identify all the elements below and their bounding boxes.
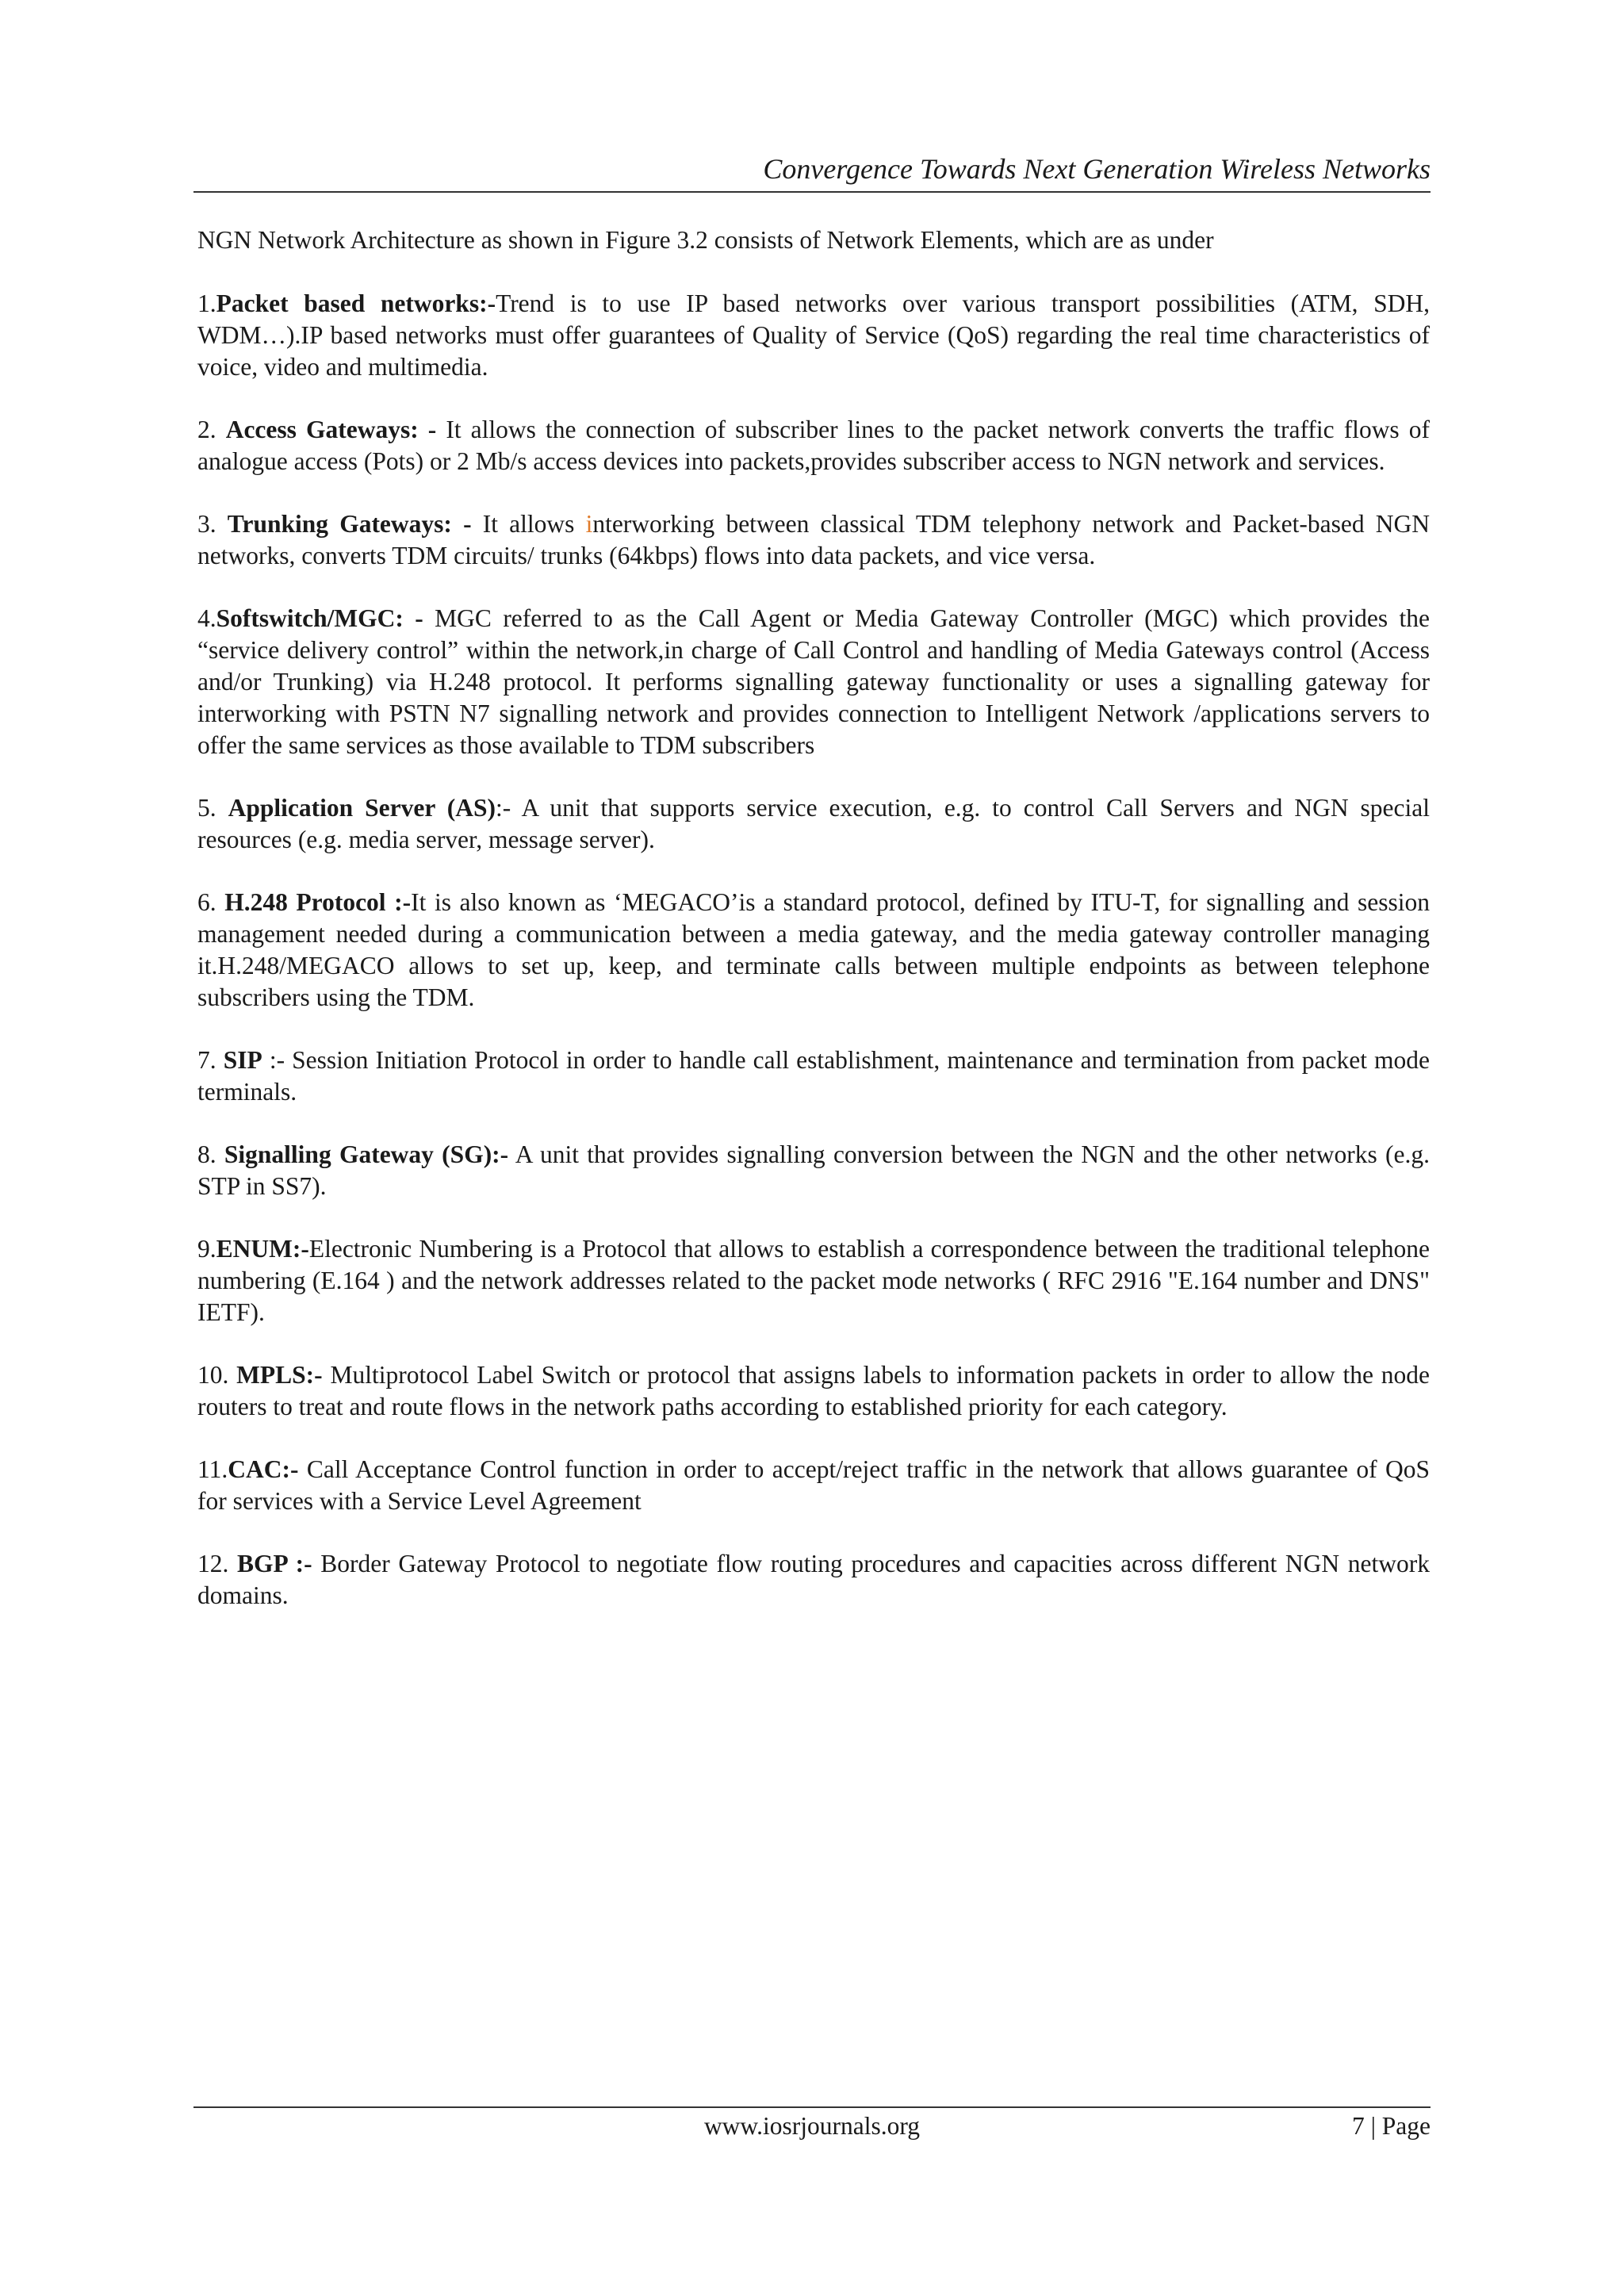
item-number: 6. xyxy=(197,888,225,916)
footer-website: www.iosrjournals.org xyxy=(703,2112,921,2140)
item-text: Trend is to use IP based networks over various transport possibilities (ATM, SDH, WDM…).IP based networks must offer guarantees of Quality of Service (QoS) regarding the real time characteristics of voice, video and multimedia. xyxy=(197,289,1430,381)
item-term: Softswitch/MGC: - xyxy=(216,604,423,632)
item-number: 2. xyxy=(197,416,226,443)
list-item-softswitch-mgc xyxy=(197,603,1430,761)
item-text: Multiprotocol Label Switch or protocol that assigns labels to information packets in order to allow the node routers to treat and route flows in the network paths according to established priority for each category. xyxy=(197,1361,1431,1420)
item-number: 11. xyxy=(197,1455,228,1483)
list-item-access-gateways xyxy=(197,414,1430,477)
page-number: 7 | Page xyxy=(1351,2112,1431,2140)
item-text: A unit that provides signalling conversion between the NGN and the other networks (e.g. STP in SS7). xyxy=(197,1140,1431,1200)
list-item-enum xyxy=(197,1233,1430,1328)
page-body xyxy=(197,224,1430,1642)
item-text: Call Acceptance Control function in order to accept/reject traffic in the network that allows guarantee of QoS for services with a Service Level Agreement xyxy=(197,1455,1430,1515)
item-term: Trunking Gateways: - xyxy=(227,510,472,538)
item-term: CAC:- xyxy=(228,1455,299,1483)
item-term: MPLS:- xyxy=(236,1361,323,1389)
item-term: Signalling Gateway (SG):- xyxy=(224,1140,509,1168)
item-text: It allows the connection of subscriber lines to the packet network converts the traffic flows of analogue access (Pots) or 2 Mb/s access devices into packets,provides subscriber access to NGN network and services. xyxy=(197,416,1431,475)
item-text: Electronic Numbering is a Protocol that allows to establish a correspondence between the traditional telephone numbering (E.164 ) and the network addresses related to the packet mode networks ( RFC 2916 "E.164 number and DNS" IETF). xyxy=(197,1235,1430,1326)
item-text: :- A unit that supports service execution, e.g. to control Call Servers and NGN special resources (e.g. media server, message server). xyxy=(197,794,1431,853)
item-number: 10. xyxy=(197,1361,237,1389)
running-header-title: Convergence Towards Next Generation Wireless Networks xyxy=(763,153,1431,185)
item-number: 4. xyxy=(197,604,216,632)
list-item-mpls xyxy=(197,1359,1430,1423)
header-rule xyxy=(193,191,1431,193)
item-text-before: It allows xyxy=(471,510,586,538)
item-term: BGP :- xyxy=(237,1550,312,1577)
list-item-application-server xyxy=(197,792,1430,856)
list-item-cac xyxy=(197,1454,1430,1517)
item-number: 9. xyxy=(197,1235,216,1263)
item-term: Access Gateways: - xyxy=(225,416,437,443)
item-number: 5. xyxy=(197,794,228,822)
item-text: It is also known as ‘MEGACO’is a standard protocol, defined by ITU-T, for signalling and session management needed during a communication between a media gateway, and the media gateway controller managing it.H.248/MEGACO allows to set up, keep, and terminate calls between multiple endpoints as between telephone subscribers using the TDM. xyxy=(197,888,1431,1011)
item-term: Application Server (AS) xyxy=(228,794,496,822)
item-term: ENUM:- xyxy=(216,1235,309,1263)
item-text: MGC referred to as the Call Agent or Media Gateway Controller (MGC) which provides the “service delivery control” within the network,in charge of Call Control and handling of Media Gateways control (Access and/or Trunking) via H.248 protocol. It performs signalling gateway functionality or uses a signalling gateway for interworking with PSTN N7 signalling network and provides connection to Intelligent Network /applications servers to offer the same services as those available to TDM subscribers xyxy=(197,604,1430,759)
list-item-signalling-gateway xyxy=(197,1139,1430,1202)
intro-paragraph: NGN Network Architecture as shown in Figure 3.2 consists of Network Elements, which are as under xyxy=(197,226,1214,254)
item-number: 1. xyxy=(197,289,216,317)
list-item-sip xyxy=(197,1045,1430,1108)
list-item-h248-protocol xyxy=(197,887,1430,1014)
item-number: 8. xyxy=(197,1140,224,1168)
item-text: :- Session Initiation Protocol in order to handle call establishment, maintenance and termination from packet mode terminals. xyxy=(197,1046,1431,1106)
item-number: 3. xyxy=(197,510,228,538)
list-item-trunking-gateways xyxy=(197,508,1430,572)
accent-letter: i xyxy=(585,510,593,538)
item-term: SIP xyxy=(223,1046,262,1074)
item-text: nterworking between classical TDM telephony network and Packet-based NGN networks, converts TDM circuits/ trunks (64kbps) flows into data packets, and vice versa. xyxy=(197,510,1431,569)
item-term: Packet based networks:- xyxy=(216,289,496,317)
item-text: Border Gateway Protocol to negotiate flow routing procedures and capacities across different NGN network domains. xyxy=(197,1550,1431,1609)
item-number: 7. xyxy=(197,1046,224,1074)
list-item-packet-based-networks xyxy=(197,288,1430,383)
footer-rule xyxy=(193,2106,1431,2108)
list-item-bgp xyxy=(197,1548,1430,1612)
item-number: 12. xyxy=(197,1550,237,1577)
item-term: H.248 Protocol :- xyxy=(224,888,412,916)
